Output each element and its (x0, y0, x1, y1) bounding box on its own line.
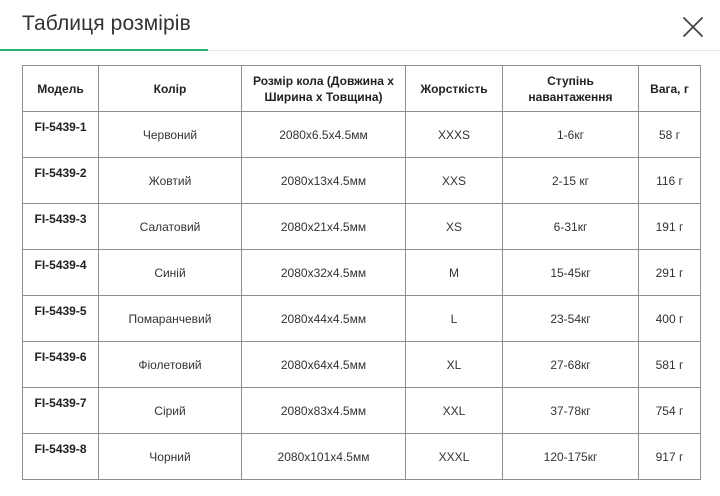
cell-size: 2080x64x4.5мм (242, 342, 406, 388)
table-row (23, 388, 701, 434)
cell-size: 2080x44x4.5мм (242, 296, 406, 342)
cell-model: FI-5439-7 (23, 388, 99, 434)
table-row (23, 204, 701, 250)
cell-weight: 581 г (639, 342, 701, 388)
cell-color: Помаранчевий (99, 296, 242, 342)
cell-size: 2080x21x4.5мм (242, 204, 406, 250)
cell-load: 1-6кг (503, 112, 639, 158)
cell-weight: 400 г (639, 296, 701, 342)
cell-weight: 191 г (639, 204, 701, 250)
cell-size: 2080x101x4.5мм (242, 434, 406, 480)
header-model: Модель (23, 66, 99, 112)
modal-title: Таблиця розмірів (22, 12, 191, 35)
table-row (23, 342, 701, 388)
table-row (23, 434, 701, 480)
cell-model: FI-5439-5 (23, 296, 99, 342)
cell-color: Фіолетовий (99, 342, 242, 388)
cell-load: 120-175кг (503, 434, 639, 480)
table-row (23, 112, 701, 158)
cell-color: Сірий (99, 388, 242, 434)
cell-size: 2080x32x4.5мм (242, 250, 406, 296)
cell-model: FI-5439-3 (23, 204, 99, 250)
cell-stiffness: XS (406, 204, 503, 250)
header-weight: Вага, г (639, 66, 701, 112)
cell-color: Салатовий (99, 204, 242, 250)
cell-load: 15-45кг (503, 250, 639, 296)
cell-weight: 58 г (639, 112, 701, 158)
cell-color: Жовтий (99, 158, 242, 204)
cell-load: 23-54кг (503, 296, 639, 342)
cell-stiffness: XL (406, 342, 503, 388)
cell-load: 37-78кг (503, 388, 639, 434)
cell-stiffness: XXXS (406, 112, 503, 158)
cell-color: Червоний (99, 112, 242, 158)
cell-stiffness: XXL (406, 388, 503, 434)
table-row (23, 158, 701, 204)
cell-color: Чорний (99, 434, 242, 480)
table-row (23, 296, 701, 342)
close-button[interactable] (678, 12, 708, 42)
cell-weight: 291 г (639, 250, 701, 296)
close-icon (678, 12, 708, 42)
cell-color: Синій (99, 250, 242, 296)
cell-size: 2080x13x4.5мм (242, 158, 406, 204)
cell-model: FI-5439-6 (23, 342, 99, 388)
table-row (23, 250, 701, 296)
cell-stiffness: L (406, 296, 503, 342)
cell-model: FI-5439-4 (23, 250, 99, 296)
header-accent-underline (0, 49, 208, 51)
table-header-row (23, 66, 701, 112)
header-stiffness: Жорсткість (406, 66, 503, 112)
cell-stiffness: M (406, 250, 503, 296)
header-load: Ступінь навантаження (503, 66, 639, 112)
cell-stiffness: XXXL (406, 434, 503, 480)
cell-stiffness: XXS (406, 158, 503, 204)
cell-model: FI-5439-2 (23, 158, 99, 204)
cell-load: 27-68кг (503, 342, 639, 388)
cell-model: FI-5439-1 (23, 112, 99, 158)
cell-size: 2080x83x4.5мм (242, 388, 406, 434)
cell-load: 6-31кг (503, 204, 639, 250)
header-size: Розмір кола (Довжина x Ширина x Товщина) (242, 66, 406, 112)
cell-size: 2080x6.5x4.5мм (242, 112, 406, 158)
cell-weight: 116 г (639, 158, 701, 204)
header-color: Колір (99, 66, 242, 112)
cell-load: 2-15 кг (503, 158, 639, 204)
size-table (22, 65, 701, 480)
modal-header (0, 0, 720, 52)
cell-weight: 917 г (639, 434, 701, 480)
cell-model: FI-5439-8 (23, 434, 99, 480)
cell-weight: 754 г (639, 388, 701, 434)
